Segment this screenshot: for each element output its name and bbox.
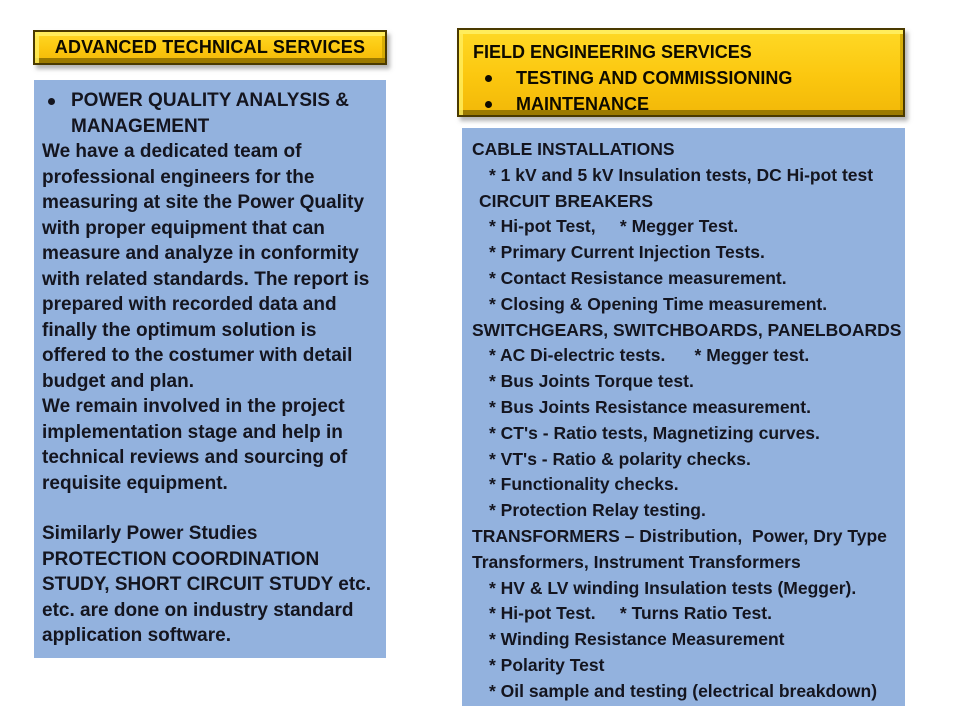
left-bullet-item bbox=[42, 88, 381, 139]
bullet-icon bbox=[48, 98, 55, 105]
bullet-icon bbox=[485, 75, 492, 82]
service-item: * Contact Resistance measurement. bbox=[489, 267, 787, 288]
left-panel bbox=[34, 80, 386, 658]
service-item: * Protection Relay testing. bbox=[489, 500, 706, 521]
right-banner-title: FIELD ENGINEERING SERVICES bbox=[473, 42, 752, 62]
paragraph bbox=[42, 521, 381, 649]
left-banner-title: ADVANCED TECHNICAL SERVICES bbox=[54, 37, 366, 57]
right-service-list bbox=[472, 137, 903, 705]
banner-bullet-item bbox=[473, 91, 903, 117]
service-category: SWITCHGEARS, SWITCHBOARDS, PANELBOARDS bbox=[472, 319, 902, 340]
left-bullet-title: POWER QUALITY ANALYSIS & MANAGEMENT bbox=[71, 90, 349, 137]
service-item: * Polarity Test bbox=[489, 654, 605, 675]
service-item: * Hi-pot Test, * Megger Test. bbox=[489, 216, 739, 237]
service-item: * HV & LV winding Insulation tests (Megger). bbox=[489, 577, 857, 598]
emphasized-text: PROTECTION COORDINATION STUDY, SHORT CIRCUIT STUDY etc. etc. bbox=[42, 548, 372, 621]
service-item: * AC Di-electric tests. * Megger test. bbox=[489, 345, 810, 366]
service-item: * VT's - Ratio & polarity checks. bbox=[489, 448, 751, 469]
paragraph bbox=[42, 139, 381, 394]
service-item: * Bus Joints Torque test. bbox=[489, 371, 694, 392]
left-banner bbox=[33, 30, 387, 65]
banner-bullet-label: MAINTENANCE bbox=[516, 93, 649, 114]
service-item: * 1 kV and 5 kV Insulation tests, DC Hi-pot test bbox=[489, 164, 874, 185]
body-text: We have a dedicated team of professional engineers for the measuring at site the Power Quality with proper equipment that can measure and analyze in conformity with related standards. The report is prepared with recorded data and finally the optimum solution is offered to the costumer with detail budget and plan. bbox=[42, 141, 370, 392]
service-item: * Winding Resistance Measurement bbox=[489, 629, 785, 650]
body-text: Similarly Power Studies bbox=[42, 523, 258, 544]
right-panel bbox=[462, 128, 905, 706]
left-paragraphs bbox=[42, 139, 381, 649]
service-item: * Primary Current Injection Tests. bbox=[489, 242, 765, 263]
right-banner bbox=[457, 28, 905, 117]
paragraph-spacer bbox=[42, 496, 381, 521]
banner-bullet-label: TESTING AND COMMISSIONING bbox=[516, 67, 793, 88]
paragraph bbox=[42, 394, 381, 496]
right-banner-bullets bbox=[473, 65, 903, 117]
service-item: * CT's - Ratio tests, Magnetizing curves. bbox=[489, 422, 820, 443]
service-item: * Closing & Opening Time measurement. bbox=[489, 293, 828, 314]
service-item: * Oil sample and testing (electrical breakdown) bbox=[489, 680, 878, 701]
service-category: CIRCUIT BREAKERS bbox=[479, 190, 654, 211]
body-text: are done on industry standard application software. bbox=[42, 599, 354, 646]
banner-bullet-item bbox=[473, 65, 903, 91]
service-item: * Bus Joints Resistance measurement. bbox=[489, 396, 811, 417]
body-text: We remain involved in the project implementation stage and help in technical reviews and sourcing of requisite equipment. bbox=[42, 396, 348, 494]
bullet-icon bbox=[485, 101, 492, 108]
service-category: TRANSFORMERS – Distribution, Power, Dry Type Transformers, Instrument Transformers bbox=[472, 525, 892, 572]
service-item: * Hi-pot Test. * Turns Ratio Test. bbox=[489, 603, 772, 624]
service-item: * Functionality checks. bbox=[489, 474, 679, 495]
service-category: CABLE INSTALLATIONS bbox=[472, 139, 675, 159]
